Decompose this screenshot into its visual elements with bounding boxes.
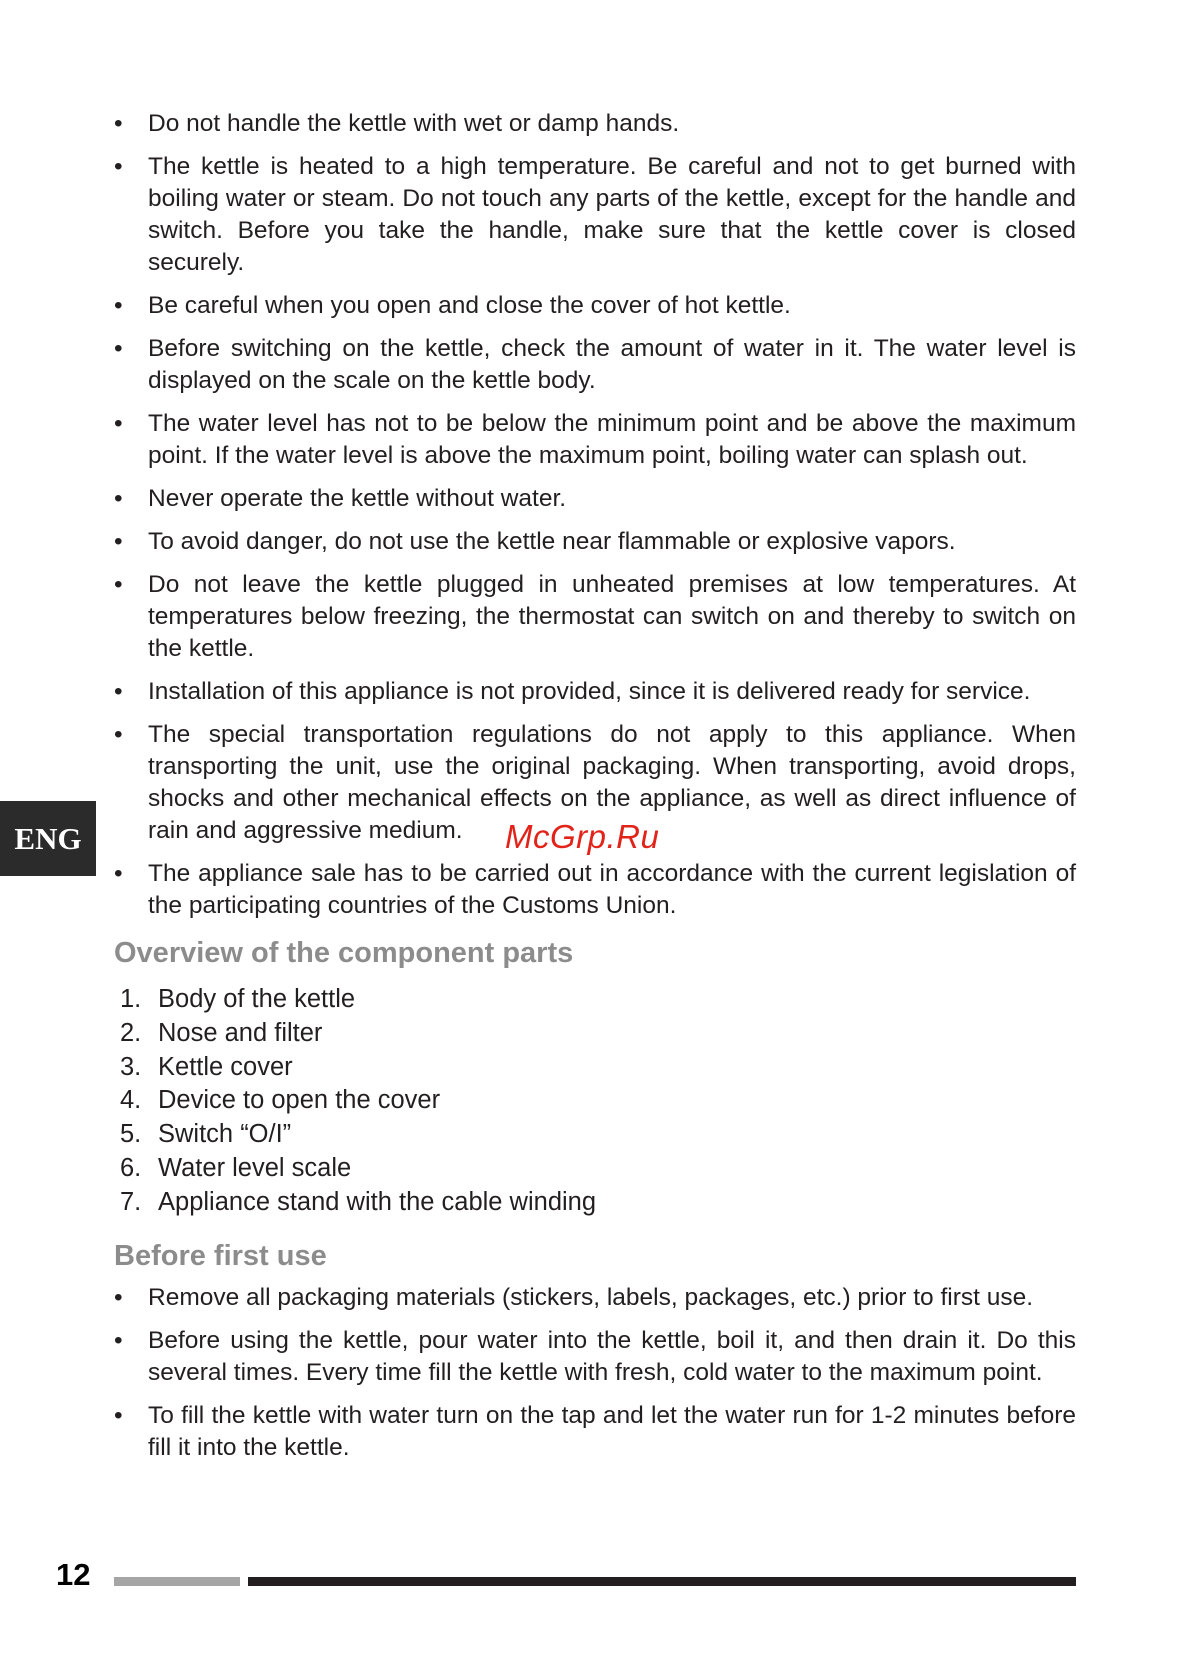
list-item <box>114 569 1076 665</box>
list-item-text: Before switching on the kettle, check the amount of water in it. The water level is displayed on the scale on the kettle body. <box>148 335 1076 394</box>
part-number: 5. <box>120 1120 142 1149</box>
list-item <box>114 1325 1076 1389</box>
bullet-icon: • <box>114 678 123 705</box>
list-item-text: Be careful when you open and close the cover of hot kettle. <box>148 292 791 319</box>
list-item-text: Do not leave the kettle plugged in unheated premises at low temperatures. At temperatures below freezing, the thermostat can switch on and thereby to switch on the kettle. <box>148 571 1076 662</box>
bullet-icon: • <box>114 1401 123 1429</box>
part-number: 1. <box>120 985 142 1013</box>
list-item <box>114 408 1076 472</box>
bullet-icon: • <box>114 721 123 748</box>
list-item <box>114 526 1076 558</box>
part-label: Water level scale <box>158 1153 352 1182</box>
footer-bar-light <box>114 1577 240 1586</box>
part-label: Switch “O/I” <box>158 1120 292 1149</box>
part-number: 4. <box>120 1086 142 1115</box>
part-label: Device to open the cover <box>158 1086 441 1115</box>
list-item <box>114 1400 1076 1464</box>
footer-bar-dark <box>248 1577 1076 1586</box>
watermark: McGrp.Ru <box>505 818 660 855</box>
list-item-text: The water level has not to be below the minimum point and be above the maximum point. If the water level is above the maximum point, boiling water can splash out. <box>148 410 1076 469</box>
before-first-use-heading: Before first use <box>114 1239 327 1272</box>
bullet-icon: • <box>114 485 123 512</box>
page-content <box>114 108 1076 1475</box>
list-item-text: Installation of this appliance is not provided, since it is delivered ready for service. <box>148 678 1031 705</box>
part-label: Kettle cover <box>158 1052 293 1081</box>
bullet-icon: • <box>114 292 123 319</box>
part-item <box>120 1186 1076 1220</box>
part-item <box>120 1118 1076 1152</box>
safety-bullet-list <box>114 108 1076 922</box>
list-item <box>114 290 1076 322</box>
part-label: Nose and filter <box>158 1018 323 1047</box>
part-number: 7. <box>120 1187 142 1216</box>
list-item <box>114 483 1076 515</box>
part-item <box>120 983 1076 1017</box>
part-number: 2. <box>120 1018 142 1047</box>
overview-heading: Overview of the component parts <box>114 937 574 969</box>
bullet-icon: • <box>114 1326 123 1354</box>
list-item-text: The kettle is heated to a high temperature. Be careful and not to get burned with boiling water or steam. Do not touch any parts of the kettle, except for the handle and switch. Before you take the handle, make sure that the kettle cover is closed securely. <box>148 153 1076 276</box>
bullet-icon: • <box>114 335 123 362</box>
list-item-text: Never operate the kettle without water. <box>148 485 567 512</box>
list-item-text: Before using the kettle, pour water into the kettle, boil it, and then drain it. Do this several times. Every time fill the kettle with fresh, cold water to the maximum point. <box>148 1326 1076 1386</box>
list-item <box>114 858 1076 922</box>
part-item <box>120 1017 1076 1051</box>
component-parts-list <box>120 983 1076 1220</box>
part-item <box>120 1084 1076 1118</box>
before-first-use-list <box>114 1282 1076 1464</box>
list-item-text: Do not handle the kettle with wet or damp hands. <box>148 110 680 137</box>
part-label: Body of the kettle <box>158 985 356 1013</box>
part-item <box>120 1051 1076 1085</box>
list-item-text: The special transportation regulations do not apply to this appliance. When transporting the unit, use the original packaging. When transporting, avoid drops, shocks and other mechanical effects on the appliance, as well as direct influence of rain and aggressive medium. <box>148 721 1076 844</box>
part-number: 6. <box>120 1153 142 1182</box>
bullet-icon: • <box>114 410 123 437</box>
list-item <box>114 151 1076 279</box>
bullet-icon: • <box>114 110 123 137</box>
bullet-icon: • <box>114 1283 123 1311</box>
bullet-icon: • <box>114 153 123 180</box>
list-item <box>114 333 1076 397</box>
part-label: Appliance stand with the cable winding <box>158 1187 597 1216</box>
list-item <box>114 108 1076 140</box>
part-number: 3. <box>120 1052 142 1081</box>
page-number: 12 <box>56 1557 91 1592</box>
bullet-icon: • <box>114 860 123 887</box>
list-item-text: To fill the kettle with water turn on the tap and let the water run for 1-2 minutes before fill it into the kettle. <box>148 1401 1076 1461</box>
list-item-text: The appliance sale has to be carried out in accordance with the current legislation of the participating countries of the Customs Union. <box>148 860 1076 919</box>
language-tab: ENG <box>0 801 96 876</box>
list-item <box>114 1282 1076 1314</box>
bullet-icon: • <box>114 571 123 598</box>
list-item-text: To avoid danger, do not use the kettle near flammable or explosive vapors. <box>148 528 956 555</box>
bullet-icon: • <box>114 528 123 555</box>
list-item-text: Remove all packaging materials (stickers, labels, packages, etc.) prior to first use. <box>148 1283 1034 1311</box>
part-item <box>120 1152 1076 1186</box>
list-item <box>114 676 1076 708</box>
